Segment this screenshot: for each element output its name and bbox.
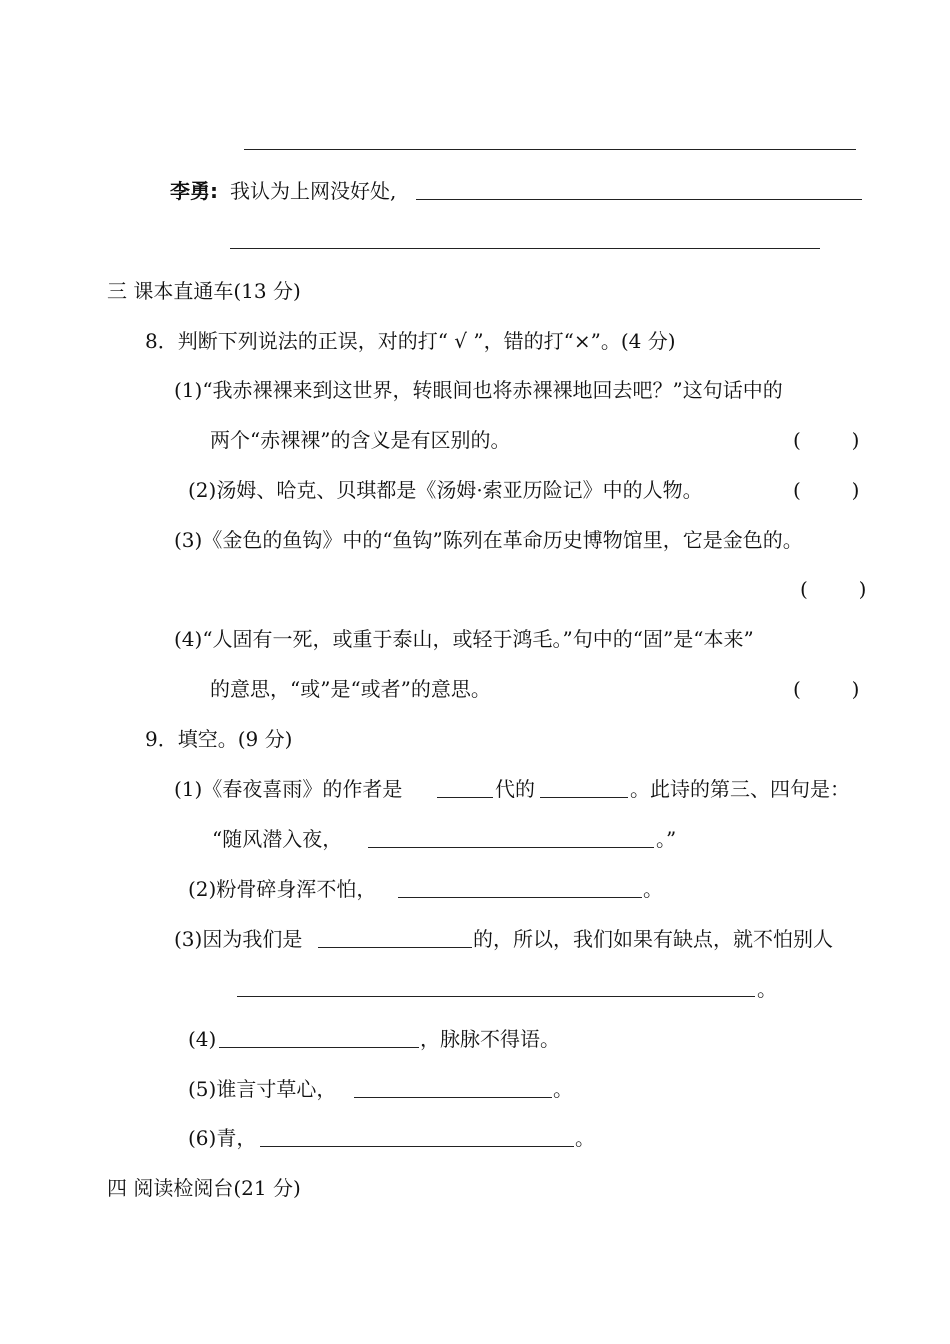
fill-item-text: 。 — [553, 1077, 573, 1101]
blank-line[interactable] — [354, 1097, 552, 1098]
question-stem: 9．填空。(9 分) — [145, 727, 293, 751]
question-item: (1)“我赤裸裸来到这世界，转眼间也将赤裸裸地回去吧？”这句话中的 — [174, 378, 783, 402]
section-title: 四 阅读检阅台(21 分) — [107, 1176, 301, 1200]
question-item: 的意思，“或”是“或者”的意思。 — [210, 677, 491, 701]
fill-item-text: “随风潜入夜， — [212, 827, 343, 851]
answer-line — [244, 149, 856, 150]
blank-line[interactable] — [318, 947, 472, 948]
question-item: 两个“赤裸裸”的含义是有区别的。 — [210, 428, 511, 452]
speaker-name: 李勇: — [170, 179, 218, 203]
speaker-text: 我认为上网没好处, — [230, 179, 397, 203]
question-item: (3)《金色的鱼钩》中的“鱼钩”陈列在革命历史博物馆里，它是金色的。 — [174, 528, 803, 552]
question-item: (2)汤姆、哈克、贝琪都是《汤姆·索亚历险记》中的人物。 — [188, 478, 703, 502]
answer-line — [230, 248, 820, 249]
fill-item-text: 。此诗的第三、四句是： — [630, 777, 850, 801]
blank-line[interactable] — [219, 1047, 419, 1048]
question-stem: 8．判断下列说法的正误，对的打“ √ ”，错的打“×”。(4 分) — [145, 329, 676, 353]
fill-item-text: 。 — [757, 977, 777, 1001]
fill-item-text: 。 — [643, 877, 663, 901]
fill-item-text: 代的 — [495, 777, 535, 801]
question-item: (4)“人固有一死，或重于泰山，或轻于鸿毛。”句中的“固”是“本来” — [174, 627, 754, 651]
answer-parens[interactable]: ( ) — [800, 577, 867, 601]
fill-item-text: 的，所以，我们如果有缺点，就不怕别人 — [473, 927, 833, 951]
fill-item-text: 。 — [575, 1126, 595, 1150]
blank-line[interactable] — [540, 797, 628, 798]
fill-item-text: ，脉脉不得语。 — [420, 1027, 560, 1051]
blank-line[interactable] — [398, 897, 642, 898]
blank-line[interactable] — [437, 797, 493, 798]
section-title: 三 课本直通车(13 分) — [107, 279, 301, 303]
fill-item-text: (6)青， — [188, 1126, 257, 1150]
answer-parens[interactable]: ( ) — [793, 478, 860, 502]
fill-item-text: (3)因为我们是 — [174, 927, 303, 951]
fill-item-text: (4) — [188, 1027, 217, 1051]
blank-line[interactable] — [237, 996, 755, 997]
fill-item-text: (1)《春夜喜雨》的作者是 — [174, 777, 403, 801]
fill-item-text: (2)粉骨碎身浑不怕， — [188, 877, 377, 901]
fill-item-text: 。” — [656, 827, 677, 851]
answer-parens[interactable]: ( ) — [793, 677, 860, 701]
fill-item-text: (5)谁言寸草心， — [188, 1077, 337, 1101]
answer-line — [416, 199, 862, 200]
blank-line[interactable] — [368, 847, 654, 848]
answer-parens[interactable]: ( ) — [793, 428, 860, 452]
blank-line[interactable] — [260, 1146, 574, 1147]
